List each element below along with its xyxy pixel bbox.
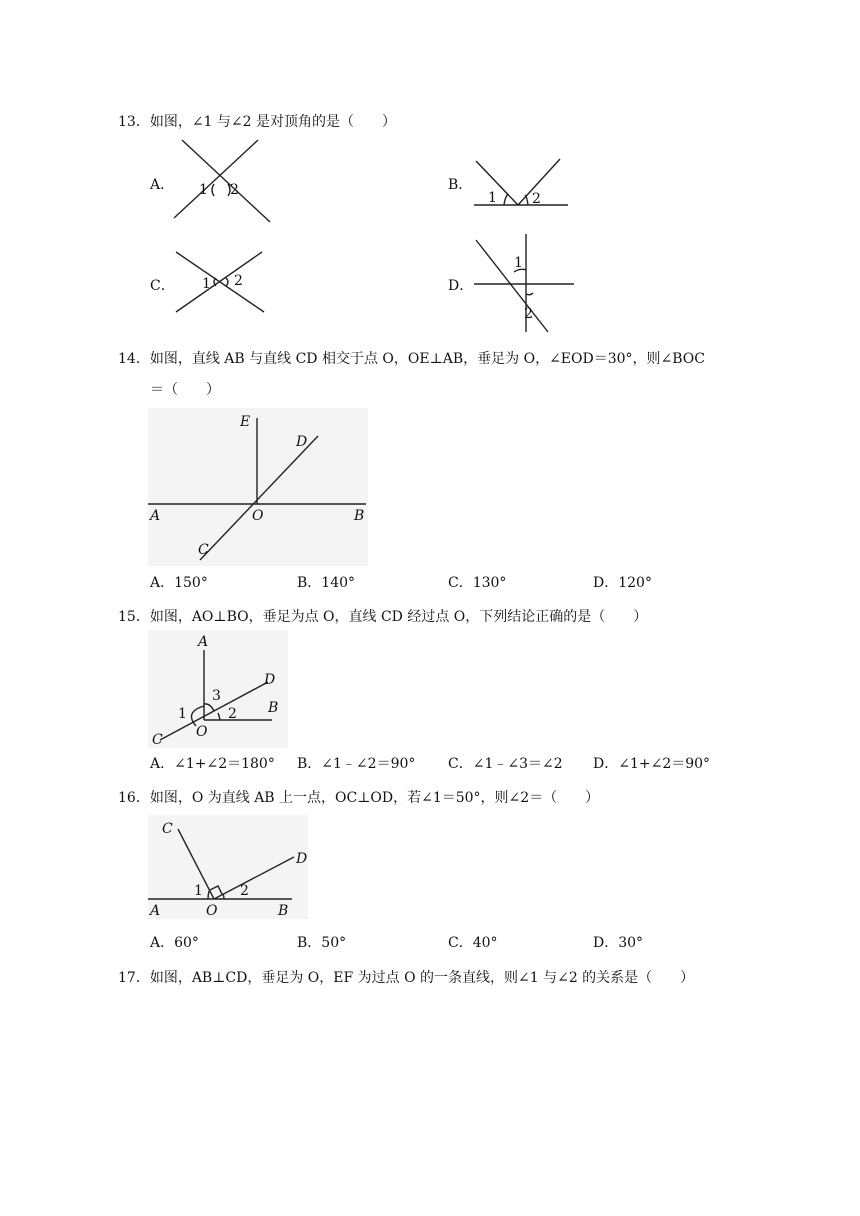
q14-label-e: E — [240, 414, 251, 430]
q14-option-b: B．140° — [297, 575, 356, 591]
q15-option-d: D．∠1+∠2＝90° — [593, 756, 711, 772]
q13-figure-c — [172, 248, 272, 318]
q16-label-b: B — [278, 903, 289, 919]
q15-label-o: O — [196, 724, 208, 740]
q13d-label-2: 2 — [524, 306, 533, 322]
q13b-label-1: 1 — [488, 190, 497, 206]
q16-label-a: A — [150, 903, 161, 919]
q16-option-a: A．60° — [150, 935, 199, 951]
q13c-label-1: 1 — [202, 276, 211, 292]
q14-option-d: D．120° — [593, 575, 652, 591]
q14-figure-background — [148, 408, 368, 566]
q13d-slant-line — [476, 240, 548, 332]
q16-label-c: C — [162, 821, 173, 837]
q13b-label-2: 2 — [532, 191, 541, 207]
q13-option-b: B． — [448, 177, 473, 193]
q13-figure-d — [472, 232, 582, 334]
q15-option-b: B．∠1﹣∠2＝90° — [297, 756, 416, 772]
q15-label-b: B — [268, 700, 279, 716]
q13-stem: 13．如图，∠1 与∠2 是对顶角的是（ ） — [118, 114, 396, 130]
q14-label-a: A — [150, 508, 161, 524]
q14-stem-line2: ＝（ ） — [150, 382, 220, 398]
q17-stem: 17．如图，AB⊥CD，垂足为 O，EF 为过点 O 的一条直线，则∠1 与∠2 的关系是（ ） — [118, 970, 695, 986]
q13c-arc-1 — [214, 278, 216, 286]
q13a-arc-1 — [212, 184, 214, 196]
q14-option-a: A．150° — [150, 575, 208, 591]
q13a-label-1: 1 — [199, 182, 208, 198]
q16-option-b: B．50° — [297, 935, 347, 951]
q16-option-d: D．30° — [593, 935, 644, 951]
q13-option-d: D． — [448, 278, 474, 294]
q14-stem-line1: 14．如图，直线 AB 与直线 CD 相交于点 O，OE⊥AB，垂足为 O，∠EOD＝30°，则∠BOC — [118, 351, 706, 367]
q15-option-c: C．∠1﹣∠3＝∠2 — [448, 756, 563, 772]
q15-figure — [148, 630, 288, 748]
q13c-label-2: 2 — [234, 273, 243, 289]
q15-option-a: A．∠1+∠2＝180° — [150, 756, 275, 772]
q13-figure-b — [470, 155, 580, 210]
q13a-label-2: 2 — [230, 182, 239, 198]
q15-label-2: 2 — [228, 706, 237, 722]
q13b-arc-2 — [525, 195, 528, 205]
q14-figure — [148, 408, 368, 566]
q16-stem: 16．如图，O 为直线 AB 上一点，OC⊥OD，若∠1＝50°，则∠2＝（ ） — [118, 790, 600, 806]
q16-label-o: O — [206, 903, 218, 919]
q16-figure — [148, 815, 308, 919]
q13-option-a: A． — [150, 177, 175, 193]
q14-label-c: C — [198, 542, 209, 558]
q15-label-3: 3 — [212, 688, 221, 704]
q14-label-d: D — [296, 434, 308, 450]
q16-label-2: 2 — [240, 883, 249, 899]
q13-option-c: C． — [150, 278, 175, 294]
q15-label-1: 1 — [178, 706, 187, 722]
q14-label-o: O — [252, 508, 264, 524]
q14-option-c: C．130° — [448, 575, 507, 591]
q13-figure-a — [170, 138, 280, 228]
q13a-line-2 — [174, 140, 258, 218]
q15-label-c: C — [152, 732, 163, 748]
q15-label-d: D — [264, 672, 276, 688]
q15-stem: 15．如图，AO⊥BO，垂足为点 O，直线 CD 经过点 O，下列结论正确的是（ ） — [118, 609, 648, 625]
q13d-arc-2 — [526, 293, 533, 295]
q13b-arc-1 — [504, 194, 508, 205]
q13d-label-1: 1 — [514, 255, 523, 271]
q13b-ray-left — [476, 161, 518, 205]
q16-label-1: 1 — [194, 883, 203, 899]
q16-label-d: D — [296, 851, 308, 867]
q15-label-a: A — [198, 634, 209, 650]
q14-label-b: B — [354, 508, 365, 524]
q13c-arc-2 — [226, 278, 228, 286]
q16-option-c: C．40° — [448, 935, 498, 951]
q13a-line-1 — [182, 140, 270, 222]
